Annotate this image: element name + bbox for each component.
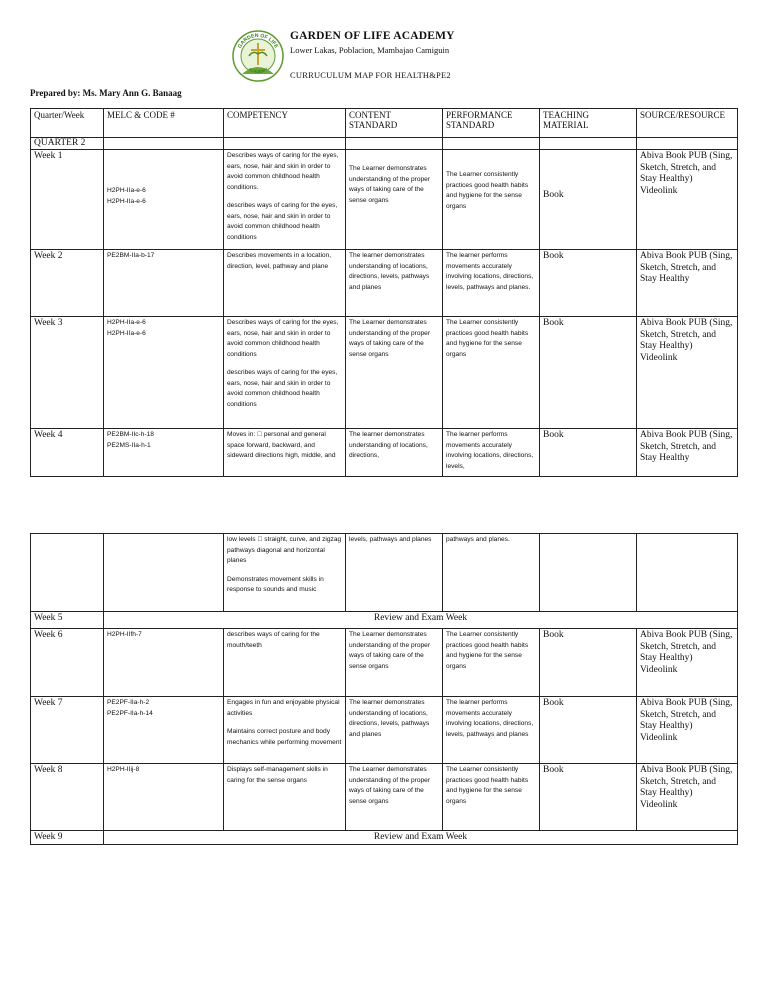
source-cell (637, 429, 738, 477)
melc-code: PE2PF-IIa-h-14 (107, 709, 153, 717)
competency-cell (224, 150, 346, 250)
table-row (31, 764, 738, 831)
content-standard-cell: levels, pathways and planes (346, 534, 443, 612)
source-text: Abiva Book PUB (Sing, Sketch, Stretch, and Stay Healthy) (640, 765, 733, 798)
source-text: Abiva Book PUB (Sing, Sketch, Stretch, and Stay Healthy) (640, 151, 733, 184)
source-text: Videolink (640, 352, 678, 363)
source-cell (637, 150, 738, 250)
competency-cell (224, 250, 346, 317)
performance-standard-cell: The learner performs movements accurately involving locations, directions, levels, pathways and planes (443, 697, 540, 764)
melc-cell (104, 317, 224, 429)
source-text: Videolink (640, 664, 678, 675)
source-text: Abiva Book PUB (Sing, Sketch, Stretch, and Stay Healthy (640, 251, 733, 284)
week-cell: Week 9 (31, 831, 104, 845)
performance-standard-cell: The Learner consistently practices good health habits and hygiene for the sense organs (443, 150, 540, 250)
table-row (31, 429, 738, 477)
school-address: Lower Lakas, Poblacion, Mambajao Camiguin (290, 45, 450, 55)
week-cell: Week 6 (31, 629, 104, 697)
logo-text-top: GARDEN OF LIFE (236, 32, 280, 50)
header-content-standard: CONTENT STANDARD (346, 109, 443, 138)
content-standard-cell: The learner demonstrates understanding of locations, directions, (346, 429, 443, 477)
source-text: Videolink (640, 732, 678, 743)
competency-text: Describes movements in a location, direction, level, pathway and plane (227, 252, 332, 270)
content-standard-cell: The Learner demonstrates understanding of the proper ways of taking care of the sense organs (346, 317, 443, 429)
source-cell (637, 250, 738, 317)
competency-text: Describes ways of caring for the eyes, ears, nose, hair and skin in order to avoid common childhood health conditions. (227, 152, 339, 191)
review-label: Review and Exam Week (104, 612, 738, 629)
content-standard-cell: The learner demonstrates understanding of locations, directions, levels, pathways and planes (346, 697, 443, 764)
melc-cell (104, 764, 224, 831)
source-text: Abiva Book PUB (Sing, Sketch, Stretch, and Stay Healthy) (640, 698, 733, 731)
performance-standard-cell: The learner performs movements accurately involving locations, directions, levels, pathways and planes. (443, 250, 540, 317)
melc-cell (104, 429, 224, 477)
performance-standard-cell: The Learner consistently practices good health habits and hygiene for the sense organs (443, 317, 540, 429)
header-quarter: Quarter/Week (31, 109, 104, 138)
competency-cell (224, 429, 346, 477)
competency-text: Describes ways of caring for the eyes, ears, nose, hair and skin in order to avoid common childhood health conditions (227, 319, 339, 358)
performance-standard-cell: The Learner consistently practices good health habits and hygiene for the sense organs (443, 764, 540, 831)
source-text: Videolink (640, 185, 678, 196)
week-cell: Week 2 (31, 250, 104, 317)
competency-cell (224, 697, 346, 764)
week-cell: Week 8 (31, 764, 104, 831)
curriculum-table-page-2 (30, 533, 738, 845)
melc-cell (104, 250, 224, 317)
quarter-row (31, 138, 738, 150)
review-label: Review and Exam Week (104, 831, 738, 845)
melc-code: H2PH-IIa-e-6 (107, 197, 146, 205)
melc-code: H2PH-IIa-e-6 (107, 319, 146, 326)
source-cell (637, 697, 738, 764)
review-row (31, 831, 738, 845)
header-teaching-material: TEACHING MATERIAL (540, 109, 637, 138)
melc-cell (104, 150, 224, 250)
week-cell: Week 1 (31, 150, 104, 250)
week-cell: Week 4 (31, 429, 104, 477)
competency-text: Displays self-management skills in caring for the sense organs (227, 766, 328, 784)
review-row (31, 612, 738, 629)
competency-cell (224, 317, 346, 429)
teaching-material-cell: Book (540, 697, 637, 764)
table-header-row (31, 109, 738, 138)
week-cell: Week 3 (31, 317, 104, 429)
source-cell (637, 317, 738, 429)
teaching-material-cell: Book (540, 629, 637, 697)
performance-standard-cell: The learner performs movements accurately involving locations, directions, levels, (443, 429, 540, 477)
week-cell: Week 7 (31, 697, 104, 764)
table-row (31, 317, 738, 429)
teaching-material-cell: Book (540, 317, 637, 429)
logo-text-bottom: ACADEMY (247, 66, 269, 74)
melc-code: H2PH-IIfh-7 (107, 631, 142, 638)
melc-code: PE2PF-IIa-h-2 (107, 699, 150, 706)
header-competency: COMPETENCY (224, 109, 346, 138)
content-standard-cell: The Learner demonstrates understanding of the proper ways of taking care of the sense organs (346, 764, 443, 831)
content-standard-cell: The Learner demonstrates understanding of the proper ways of taking care of the sense organs (346, 150, 443, 250)
competency-text: Moves in: personal and general space forward, backward, and sideward directions high, middle, and (227, 431, 339, 459)
melc-code: PE2BM-IIa-b-17 (107, 252, 155, 259)
competency-text: low levels straight, curve, and zigzag pathways diagonal and horizontal planes (227, 536, 335, 564)
melc-code: H2PH-IIa-e-6 (107, 187, 146, 194)
competency-text: describes ways of caring for the eyes, ears, nose, hair and skin in order to avoid common childhood health conditions (227, 202, 338, 241)
competency-text: Engages in fun and enjoyable physical activities (227, 699, 340, 717)
competency-text: describes ways of caring for the eyes, ears, nose, hair and skin in order to avoid common childhood health conditions (227, 369, 338, 408)
source-text: Abiva Book PUB (Sing, Sketch, Stretch, and Stay Healthy) (640, 630, 733, 663)
source-text: Videolink (640, 799, 678, 810)
table-row (31, 629, 738, 697)
melc-code: H2PH-IIa-e-6 (107, 329, 146, 337)
competency-cell (224, 629, 346, 697)
source-cell (637, 629, 738, 697)
competency-text: describes ways of caring for the mouth/teeth (227, 631, 320, 649)
header-performance-standard: PERFORMANCE STANDARD (443, 109, 540, 138)
header-melc: MELC & CODE # (104, 109, 224, 138)
teaching-material-cell: Book (540, 429, 637, 477)
melc-code: PE2BM-IIc-h-18 (107, 431, 154, 438)
competency-cell (224, 534, 346, 612)
header-source-resource: SOURCE/RESOURCE (637, 109, 738, 138)
curriculum-table-page-1 (30, 108, 738, 477)
melc-code: PE2MS-IIa-h-1 (107, 441, 151, 449)
week-cell: Week 5 (31, 612, 104, 629)
document-header (0, 24, 768, 84)
melc-code: H2PH-IIij-8 (107, 766, 140, 773)
content-standard-cell: The Learner demonstrates understanding of the proper ways of taking care of the sense organs (346, 629, 443, 697)
source-text: Abiva Book PUB (Sing, Sketch, Stretch, and Stay Healthy (640, 430, 733, 463)
table-row (31, 250, 738, 317)
competency-text: Demonstrates movement skills in response to sounds and music (227, 575, 324, 593)
melc-cell (104, 697, 224, 764)
table-row (31, 150, 738, 250)
quarter-label: QUARTER 2 (31, 138, 104, 150)
school-logo-icon (232, 30, 284, 82)
content-standard-cell: The learner demonstrates understanding of locations, directions, levels, pathways and planes (346, 250, 443, 317)
competency-text: Maintains correct posture and body mechanics while performing movement (227, 728, 342, 746)
competency-cell (224, 764, 346, 831)
table-row (31, 697, 738, 764)
performance-standard-cell: The Learner consistently practices good health habits and hygiene for the sense organs (443, 629, 540, 697)
performance-standard-cell: pathways and planes. (443, 534, 540, 612)
teaching-material-cell: Book (540, 764, 637, 831)
teaching-material-cell: Book (540, 150, 637, 250)
source-cell (637, 764, 738, 831)
melc-cell (104, 629, 224, 697)
source-text: Abiva Book PUB (Sing, Sketch, Stretch, and Stay Healthy) (640, 318, 733, 351)
prepared-by: Prepared by: Ms. Mary Ann G. Banaag (30, 88, 182, 98)
curriculum-map-title: CURRUCULUM MAP FOR HEALTH&PE2 (290, 70, 451, 80)
school-name: GARDEN OF LIFE ACADEMY (290, 30, 455, 42)
teaching-material-cell: Book (540, 250, 637, 317)
table-row-continuation (31, 534, 738, 612)
